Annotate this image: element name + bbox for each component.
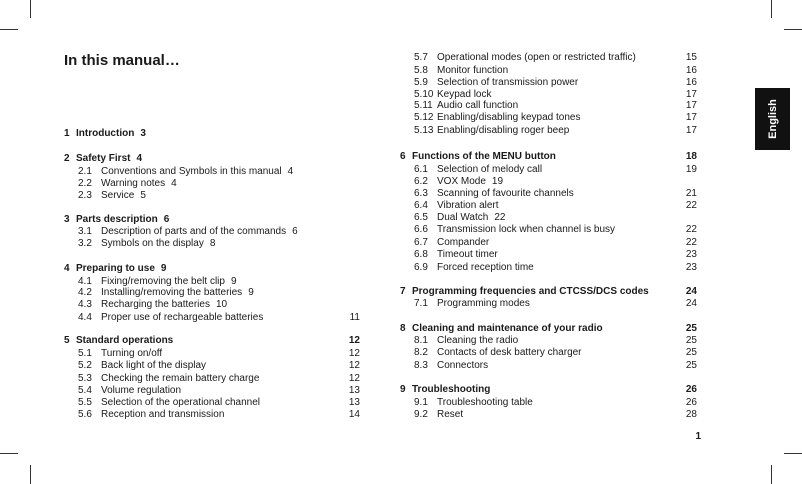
- toc-page: 25: [685, 347, 697, 358]
- toc-title: Selection of the operational channel: [101, 397, 261, 408]
- toc-page: 9: [160, 263, 167, 274]
- crop-mark: [0, 29, 18, 30]
- toc-number: 6.7: [414, 237, 428, 248]
- toc-number: 5.11: [414, 100, 433, 111]
- toc-entry: [414, 224, 615, 236]
- toc-title: Cleaning the radio: [437, 335, 519, 346]
- toc-title: Monitor function: [437, 65, 509, 76]
- toc-page: 24: [685, 298, 697, 309]
- toc-entry: [414, 52, 636, 64]
- toc-entry: [414, 237, 489, 249]
- toc-number: 6.2: [414, 176, 428, 187]
- toc-page: 24: [685, 286, 697, 297]
- toc-number: 2.1: [78, 166, 92, 177]
- toc-page: 19: [491, 176, 504, 187]
- toc-page: 19: [685, 164, 697, 175]
- toc-number: 6.5: [414, 212, 428, 223]
- toc-entry: [414, 335, 518, 347]
- toc-chapter: [400, 151, 556, 163]
- toc-entry: [414, 164, 542, 176]
- toc-chapter: [400, 286, 649, 298]
- toc-title: Compander: [437, 237, 490, 248]
- toc-number: 7: [400, 286, 406, 297]
- toc-page: 12: [348, 360, 360, 371]
- toc-page: 25: [685, 360, 697, 371]
- toc-page: 16: [685, 77, 697, 88]
- toc-title: Enabling/disabling roger beep: [437, 125, 570, 136]
- toc-number: 5.13: [414, 125, 434, 136]
- toc-entry: [414, 112, 580, 124]
- toc-number: 9.1: [414, 397, 428, 408]
- toc-page: 9: [248, 287, 254, 298]
- toc-number: 4.1: [78, 276, 92, 287]
- toc-title: Audio call function: [437, 100, 519, 111]
- toc-title: Service: [101, 190, 135, 201]
- toc-entry: [414, 298, 530, 310]
- toc-title: Programming frequencies and CTCSS/DCS codes: [412, 286, 649, 297]
- toc-number: 5.9: [414, 77, 428, 88]
- toc-entry: [414, 262, 534, 274]
- toc-number: 5.6: [78, 409, 92, 420]
- toc-title: Troubleshooting: [412, 384, 491, 395]
- toc-page: 8: [209, 238, 216, 249]
- toc-chapter: [64, 153, 142, 165]
- toc-title: Reset: [437, 409, 464, 420]
- toc-number: 2: [64, 153, 70, 164]
- toc-entry: [78, 360, 206, 372]
- toc-entry: [414, 188, 574, 200]
- toc-title: Dual Watch: [437, 212, 489, 223]
- toc-page: 17: [685, 100, 697, 111]
- toc-number: 3.2: [78, 238, 92, 249]
- toc-number: 5: [64, 335, 70, 346]
- page-number: 1: [695, 431, 701, 442]
- crop-mark: [784, 29, 802, 30]
- toc-page: 13: [348, 397, 360, 408]
- toc-entry: [78, 409, 224, 421]
- language-tab-label: English: [766, 99, 779, 139]
- toc-title: Keypad lock: [437, 89, 492, 100]
- toc-entry: [414, 397, 533, 409]
- toc-number: 6.9: [414, 262, 428, 273]
- toc-title: Safety First: [76, 153, 131, 164]
- toc-number: 5.12: [414, 112, 434, 123]
- toc-number: 5.8: [414, 65, 428, 76]
- toc-title: Selection of transmission power: [437, 77, 579, 88]
- toc-page: 26: [685, 384, 697, 395]
- toc-title: Conventions and Symbols in this manual: [101, 166, 282, 177]
- toc-title: Timeout timer: [437, 249, 498, 260]
- toc-page: 22: [494, 212, 506, 223]
- toc-title: Checking the remain battery charge: [101, 373, 260, 384]
- toc-number: 6.3: [414, 188, 428, 199]
- toc-entry: [414, 77, 578, 89]
- toc-number: 3: [64, 214, 70, 225]
- toc-entry: [78, 226, 298, 238]
- toc-page: 22: [685, 224, 697, 235]
- toc-title: Transmission lock when channel is busy: [437, 224, 616, 235]
- toc-page: 23: [685, 262, 697, 273]
- toc-entry: [78, 373, 259, 385]
- toc-number: 4: [64, 263, 70, 274]
- crop-mark: [30, 465, 31, 484]
- toc-page: 15: [685, 52, 697, 63]
- toc-title: Turning on/off: [101, 348, 163, 359]
- toc-title: Troubleshooting table: [437, 397, 533, 408]
- crop-mark: [30, 0, 31, 18]
- toc-number: 5.1: [78, 348, 92, 359]
- toc-number: 5.10: [414, 89, 434, 100]
- toc-entry: [78, 166, 293, 178]
- toc-page: 21: [685, 188, 697, 199]
- toc-number: 5.5: [78, 397, 92, 408]
- crop-mark: [784, 453, 802, 454]
- toc-number: 2.3: [78, 190, 92, 201]
- toc-page: 9: [230, 276, 237, 287]
- toc-entry: [414, 200, 499, 212]
- toc-title: Contacts of desk battery charger: [437, 347, 582, 358]
- toc-title: Enabling/disabling keypad tones: [437, 112, 581, 123]
- toc-page: 4: [171, 178, 177, 189]
- toc-number: 4.4: [78, 312, 92, 323]
- toc-page: 4: [287, 166, 294, 177]
- toc-entry: [78, 299, 227, 311]
- toc-page: 17: [685, 89, 697, 100]
- toc-page: 22: [685, 200, 697, 211]
- toc-entry: [414, 65, 508, 77]
- toc-title: Operational modes (open or restricted traffic): [437, 52, 636, 63]
- toc-page: 25: [685, 335, 697, 346]
- crop-mark: [0, 453, 18, 454]
- toc-entry: [78, 385, 181, 397]
- toc-number: 2.2: [78, 178, 92, 189]
- toc-entry: [78, 312, 263, 324]
- toc-number: 8.1: [414, 335, 428, 346]
- toc-title: Symbols on the display: [101, 238, 204, 249]
- toc-title: Back light of the display: [101, 360, 207, 371]
- toc-page: 18: [685, 151, 697, 162]
- toc-page: 28: [685, 409, 697, 420]
- toc-number: 1: [64, 128, 70, 139]
- toc-number: 5.3: [78, 373, 92, 384]
- toc-title: VOX Mode: [437, 176, 486, 187]
- toc-page: 4: [136, 153, 143, 164]
- toc-title: Functions of the MENU button: [412, 151, 556, 162]
- toc-page: 6: [163, 214, 170, 225]
- language-tab: [755, 88, 790, 150]
- crop-mark: [771, 465, 772, 484]
- toc-title: Standard operations: [76, 335, 174, 346]
- toc-number: 8: [400, 323, 406, 334]
- toc-page: 14: [348, 409, 360, 420]
- toc-number: 6.6: [414, 224, 428, 235]
- toc-title: Fixing/removing the belt clip: [101, 276, 225, 287]
- toc-entry: [78, 178, 177, 190]
- toc-entry: [414, 100, 518, 112]
- toc-page: 10: [215, 299, 228, 310]
- toc-chapter: [64, 214, 169, 226]
- toc-entry: [78, 348, 162, 360]
- toc-chapter: [64, 263, 166, 275]
- toc-page: 26: [685, 397, 697, 408]
- toc-page: 12: [348, 373, 360, 384]
- toc-entry: [78, 238, 215, 250]
- toc-chapter: [400, 323, 603, 335]
- toc-title: Selection of melody call: [437, 164, 543, 175]
- toc-number: 7.1: [414, 298, 428, 309]
- toc-page: 6: [292, 226, 298, 237]
- toc-page: 13: [348, 385, 360, 396]
- toc-number: 9.2: [414, 409, 428, 420]
- toc-chapter: [400, 384, 490, 396]
- toc-page: 12: [348, 348, 360, 359]
- toc-chapter: [64, 128, 146, 140]
- toc-page: 16: [685, 65, 697, 76]
- toc-number: 5.2: [78, 360, 92, 371]
- toc-page: 17: [685, 112, 697, 123]
- toc-entry: [78, 190, 146, 202]
- toc-page: 25: [685, 323, 697, 334]
- toc-entry: [414, 249, 498, 261]
- toc-title: Programming modes: [437, 298, 530, 309]
- toc-number: 4.3: [78, 299, 92, 310]
- toc-title: Reception and transmission: [101, 409, 225, 420]
- toc-number: 5.4: [78, 385, 92, 396]
- toc-number: 6.1: [414, 164, 428, 175]
- toc-title: Scanning of favourite channels: [437, 188, 574, 199]
- toc-entry: [414, 409, 463, 421]
- toc-entry: [414, 212, 505, 224]
- toc-number: 6.8: [414, 249, 428, 260]
- toc-title: Installing/removing the batteries: [101, 287, 243, 298]
- toc-entry: [78, 287, 254, 299]
- toc-title: Preparing to use: [76, 263, 155, 274]
- toc-entry: [414, 176, 503, 188]
- toc-chapter: [64, 335, 173, 347]
- toc-number: 8.2: [414, 347, 428, 358]
- toc-page: 11: [349, 312, 360, 323]
- toc-entry: [414, 360, 488, 372]
- toc-number: 6.4: [414, 200, 428, 211]
- toc-number: 6: [400, 151, 406, 162]
- toc-number: 8.3: [414, 360, 428, 371]
- toc-number: 9: [400, 384, 406, 395]
- crop-mark: [771, 0, 772, 18]
- toc-page: 3: [140, 128, 146, 139]
- toc-entry: [414, 347, 582, 359]
- toc-title: Connectors: [437, 360, 489, 371]
- toc-page: 12: [348, 335, 360, 346]
- toc-title: Forced reception time: [437, 262, 534, 273]
- toc-title: Volume regulation: [101, 385, 182, 396]
- toc-entry: [414, 125, 569, 137]
- toc-title: Recharging the batteries: [101, 299, 210, 310]
- toc-title: Vibration alert: [437, 200, 499, 211]
- toc-entry: [78, 397, 260, 409]
- toc-title: Warning notes: [101, 178, 166, 189]
- toc-title: Proper use of rechargeable batteries: [101, 312, 264, 323]
- toc-number: 4.2: [78, 287, 92, 298]
- toc-page: 22: [685, 237, 697, 248]
- toc-title: Cleaning and maintenance of your radio: [412, 323, 603, 334]
- page-title: In this manual…: [64, 52, 180, 69]
- toc-page: 23: [685, 249, 697, 260]
- toc-title: Description of parts and of the commands: [101, 226, 287, 237]
- toc-page: 17: [685, 125, 697, 136]
- toc-page: 5: [140, 190, 146, 201]
- toc-title: Parts description: [76, 214, 158, 225]
- toc-title: Introduction: [76, 128, 135, 139]
- toc-number: 3.1: [78, 226, 92, 237]
- toc-number: 5.7: [414, 52, 428, 63]
